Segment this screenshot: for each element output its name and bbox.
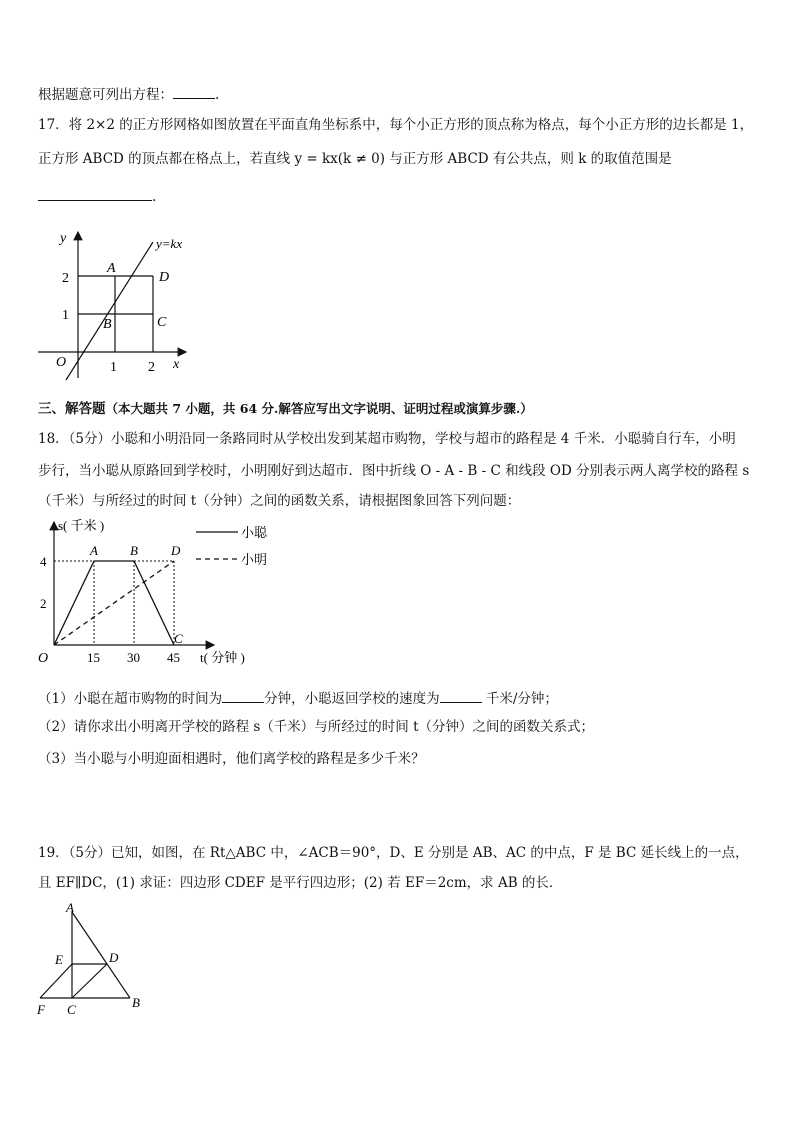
section3-note: （本大题共 7 小题，共 64 分.解答应写出文字说明、证明过程或演算步骤.） [105, 401, 533, 416]
q18-sub1-blank2[interactable] [440, 688, 482, 703]
q16-text: 根据题意可列出方程： [38, 87, 173, 103]
section3-title: 三、解答题 [38, 401, 106, 417]
q17-ytick-1: 1 [62, 308, 69, 323]
q17-point-D: D [159, 270, 170, 285]
q19-seg-EF [40, 964, 72, 998]
q17-line1: 17．将 2×2 的正方形网格如图放置在平面直角坐标系中，每个小正方形的顶点称为格点，每个小正方形的边长都是 1， [38, 117, 754, 133]
q19-point-F: F [37, 1002, 45, 1017]
q18-y-axis-label: s( 千米 ) [58, 518, 105, 533]
q17-point-B: B [103, 317, 112, 332]
q17-xtick-2: 2 [148, 360, 155, 375]
q18-point-B: B [130, 543, 138, 558]
q17-line3 [38, 186, 156, 206]
q16-tail [38, 84, 219, 104]
q18-point-A: A [90, 543, 98, 558]
q19-point-A: A [66, 900, 74, 915]
q18-sub2: （2）请你求出小明离开学校的路程 s（千米）与所经过的时间 t（分钟）之间的函数关系式； [38, 719, 595, 735]
q17-ytick-2: 2 [62, 271, 69, 286]
q18-xtick-15: 15 [87, 650, 100, 665]
q17-point-A: A [107, 261, 116, 276]
q17-figure [30, 228, 200, 388]
q17-point-C: C [157, 315, 167, 330]
q18-origin-label: O [38, 651, 49, 666]
q19-point-D: D [109, 950, 119, 965]
q16-answer-blank[interactable] [173, 84, 215, 99]
q17-xtick-1: 1 [110, 360, 117, 375]
q19-point-E: E [55, 952, 63, 967]
q19-point-C: C [67, 1002, 76, 1017]
section3-heading [38, 400, 533, 418]
q19-line2: 且 EF∥DC，(1) 求证：四边形 CDEF 是平行四边形；(2) 若 EF＝2cm，求 AB 的长． [38, 875, 563, 891]
q18-ytick-4: 4 [40, 554, 47, 569]
q18-line3: （千米）与所经过的时间 t（分钟）之间的函数关系，请根据图象回答下列问题： [38, 493, 521, 509]
q18-sub1-part3: 千米/分钟； [481, 691, 558, 707]
q18-sub3: （3）当小聪与小明迎面相遇时，他们离学校的路程是多少千米？ [38, 751, 425, 767]
q17-x-label: x [173, 357, 180, 372]
q18-series-小明 [54, 561, 174, 645]
q17-line2: 正方形 ABCD 的顶点都在格点上，若直线 y = kx(k ≠ 0) 与正方形 ABCD 有公共点，则 k 的取值范围是 [38, 151, 672, 167]
q18-sub1-blank1[interactable] [222, 688, 264, 703]
q18-xtick-30: 30 [127, 650, 140, 665]
q18-xtick-45: 45 [167, 650, 180, 665]
q18-sub1-part2: 分钟，小聪返回学校的速度为 [264, 691, 440, 707]
q18-line2: 步行，当小聪从原路回到学校时，小明刚好到达超市．图中折线 O - A - B - C 和线段 OD 分别表示两人离学校的路程 s [38, 463, 750, 479]
q17-y-label: y [60, 231, 67, 246]
q19-seg-DC [72, 964, 107, 998]
q19-seg-AB [72, 912, 130, 998]
q18-line1: 18．（5分）小聪和小明沿同一条路同时从学校出发到某超市购物，学校与超市的路程是 4 千米．小聪骑自行车，小明 [38, 431, 736, 447]
q18-legend-xiaoming: 小明 [241, 552, 268, 567]
q16-period: . [215, 87, 220, 103]
q18-ytick-2: 2 [40, 596, 47, 611]
q17-answer-blank[interactable] [38, 186, 152, 201]
q17-period: . [152, 189, 157, 205]
q17-origin-label: O [56, 355, 67, 370]
q17-line-label: y=kx [156, 236, 183, 251]
q18-sub1 [38, 688, 558, 708]
q19-point-B: B [132, 995, 140, 1010]
q18-point-D: D [171, 543, 181, 558]
q18-sub1-part1: （1）小聪在超市购物的时间为 [38, 691, 223, 707]
q18-x-axis-label: t( 分钟 ) [200, 650, 245, 665]
q18-legend-xiaocong: 小聪 [241, 525, 268, 540]
q19-line1: 19．（5分）已知，如图，在 Rt△ABC 中，∠ACB＝90°，D、E 分别是 AB、AC 的中点，F 是 BC 延长线上的一点， [38, 845, 749, 861]
q18-chart [30, 516, 290, 676]
q19-figure [34, 900, 154, 1025]
q18-point-C: C [174, 631, 183, 646]
